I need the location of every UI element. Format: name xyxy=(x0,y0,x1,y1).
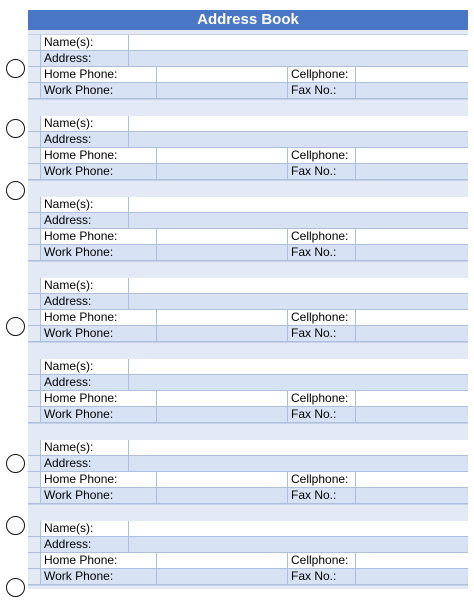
address-label: Address: xyxy=(44,375,92,389)
entry-gap xyxy=(28,342,468,359)
row-stub xyxy=(28,488,41,503)
address-row xyxy=(28,537,468,553)
row-stub xyxy=(28,375,41,390)
fax-label: Fax No.: xyxy=(291,245,337,259)
home-phone-field[interactable] xyxy=(157,472,287,487)
fax-field[interactable] xyxy=(356,488,468,503)
work-phone-row xyxy=(28,326,468,342)
row-stub xyxy=(28,440,41,455)
names-row xyxy=(28,116,468,132)
work-phone-label: Work Phone: xyxy=(44,569,114,583)
cellphone-label: Cellphone: xyxy=(291,553,349,567)
binder-hole xyxy=(6,454,25,473)
fax-field[interactable] xyxy=(356,569,468,584)
binder-hole xyxy=(6,516,25,535)
names-field[interactable] xyxy=(129,197,468,212)
work-phone-row xyxy=(28,164,468,180)
work-phone-row xyxy=(28,488,468,504)
row-stub xyxy=(28,569,41,584)
work-phone-field[interactable] xyxy=(157,407,287,422)
names-label: Name(s): xyxy=(44,197,94,211)
address-field[interactable] xyxy=(129,537,468,552)
address-label: Address: xyxy=(44,51,92,65)
binder-hole xyxy=(6,59,25,78)
home-phone-field[interactable] xyxy=(157,310,287,325)
work-phone-field[interactable] xyxy=(157,326,287,341)
work-phone-label: Work Phone: xyxy=(44,83,114,97)
address-label: Address: xyxy=(44,132,92,146)
entry-gap xyxy=(28,423,468,440)
home-phone-label: Home Phone: xyxy=(44,391,118,405)
names-label: Name(s): xyxy=(44,278,94,292)
row-stub xyxy=(28,51,41,66)
home-phone-field[interactable] xyxy=(157,553,287,568)
contact-entry xyxy=(28,116,468,197)
cellphone-field[interactable] xyxy=(356,229,468,244)
home-phone-row xyxy=(28,391,468,407)
address-field[interactable] xyxy=(129,132,468,147)
cellphone-label: Cellphone: xyxy=(291,67,349,81)
row-stub xyxy=(28,278,41,293)
names-field[interactable] xyxy=(129,440,468,455)
fax-label: Fax No.: xyxy=(291,164,337,178)
home-phone-label: Home Phone: xyxy=(44,229,118,243)
names-label: Name(s): xyxy=(44,521,94,535)
names-row xyxy=(28,35,468,51)
binder-hole xyxy=(6,317,25,336)
cellphone-field[interactable] xyxy=(356,472,468,487)
address-row xyxy=(28,375,468,391)
fax-field[interactable] xyxy=(356,164,468,179)
address-label: Address: xyxy=(44,537,92,551)
cellphone-field[interactable] xyxy=(356,391,468,406)
home-phone-field[interactable] xyxy=(157,148,287,163)
fax-field[interactable] xyxy=(356,83,468,98)
work-phone-label: Work Phone: xyxy=(44,407,114,421)
names-row xyxy=(28,359,468,375)
address-row xyxy=(28,51,468,67)
work-phone-field[interactable] xyxy=(157,569,287,584)
contact-entry xyxy=(28,35,468,116)
work-phone-row xyxy=(28,245,468,261)
home-phone-label: Home Phone: xyxy=(44,553,118,567)
address-field[interactable] xyxy=(129,456,468,471)
entry-gap xyxy=(28,585,468,589)
binder-hole xyxy=(6,181,25,200)
home-phone-field[interactable] xyxy=(157,67,287,82)
cellphone-label: Cellphone: xyxy=(291,472,349,486)
names-label: Name(s): xyxy=(44,116,94,130)
cellphone-field[interactable] xyxy=(356,553,468,568)
address-label: Address: xyxy=(44,213,92,227)
row-stub xyxy=(28,197,41,212)
work-phone-label: Work Phone: xyxy=(44,326,114,340)
home-phone-row xyxy=(28,472,468,488)
cellphone-label: Cellphone: xyxy=(291,229,349,243)
work-phone-field[interactable] xyxy=(157,164,287,179)
address-field[interactable] xyxy=(129,375,468,390)
address-book-sheet xyxy=(28,10,468,589)
names-row xyxy=(28,521,468,537)
fax-label: Fax No.: xyxy=(291,407,337,421)
names-label: Name(s): xyxy=(44,440,94,454)
fax-field[interactable] xyxy=(356,326,468,341)
cellphone-label: Cellphone: xyxy=(291,391,349,405)
page-title: Address Book xyxy=(28,10,468,30)
row-stub xyxy=(28,391,41,406)
work-phone-row xyxy=(28,407,468,423)
row-stub xyxy=(28,164,41,179)
contact-entry xyxy=(28,197,468,278)
address-row xyxy=(28,456,468,472)
row-stub xyxy=(28,472,41,487)
contact-entry xyxy=(28,359,468,440)
names-field[interactable] xyxy=(129,359,468,374)
home-phone-row xyxy=(28,553,468,569)
home-phone-row xyxy=(28,310,468,326)
work-phone-label: Work Phone: xyxy=(44,245,114,259)
binder-hole xyxy=(6,578,25,597)
row-stub xyxy=(28,521,41,536)
address-label: Address: xyxy=(44,456,92,470)
row-stub xyxy=(28,116,41,131)
names-field[interactable] xyxy=(129,116,468,131)
fax-label: Fax No.: xyxy=(291,83,337,97)
work-phone-row xyxy=(28,569,468,585)
names-row xyxy=(28,197,468,213)
home-phone-label: Home Phone: xyxy=(44,67,118,81)
fax-label: Fax No.: xyxy=(291,326,337,340)
names-field[interactable] xyxy=(129,35,468,50)
row-stub xyxy=(28,83,41,98)
entry-gap xyxy=(28,261,468,278)
names-row xyxy=(28,440,468,456)
cellphone-field[interactable] xyxy=(356,310,468,325)
names-label: Name(s): xyxy=(44,359,94,373)
row-stub xyxy=(28,35,41,50)
fax-field[interactable] xyxy=(356,407,468,422)
fax-field[interactable] xyxy=(356,245,468,260)
address-field[interactable] xyxy=(129,294,468,309)
cellphone-label: Cellphone: xyxy=(291,148,349,162)
row-stub xyxy=(28,148,41,163)
row-stub xyxy=(28,67,41,82)
home-phone-row xyxy=(28,148,468,164)
contact-entry xyxy=(28,521,468,589)
names-field[interactable] xyxy=(129,521,468,536)
row-stub xyxy=(28,456,41,471)
row-stub xyxy=(28,294,41,309)
row-stub xyxy=(28,229,41,244)
address-field[interactable] xyxy=(129,51,468,66)
entry-gap xyxy=(28,504,468,521)
home-phone-row xyxy=(28,229,468,245)
cellphone-field[interactable] xyxy=(356,67,468,82)
names-row xyxy=(28,278,468,294)
row-stub xyxy=(28,132,41,147)
home-phone-field[interactable] xyxy=(157,229,287,244)
address-row xyxy=(28,213,468,229)
address-label: Address: xyxy=(44,294,92,308)
cellphone-field[interactable] xyxy=(356,148,468,163)
row-stub xyxy=(28,359,41,374)
binder-hole xyxy=(6,119,25,138)
address-field[interactable] xyxy=(129,213,468,228)
home-phone-field[interactable] xyxy=(157,391,287,406)
home-phone-label: Home Phone: xyxy=(44,472,118,486)
row-stub xyxy=(28,537,41,552)
cellphone-label: Cellphone: xyxy=(291,310,349,324)
work-phone-field[interactable] xyxy=(157,83,287,98)
contact-entry xyxy=(28,440,468,521)
row-stub xyxy=(28,326,41,341)
work-phone-field[interactable] xyxy=(157,488,287,503)
names-field[interactable] xyxy=(129,278,468,293)
home-phone-row xyxy=(28,67,468,83)
work-phone-field[interactable] xyxy=(157,245,287,260)
address-row xyxy=(28,132,468,148)
row-stub xyxy=(28,553,41,568)
row-stub xyxy=(28,245,41,260)
contact-entry xyxy=(28,278,468,359)
work-phone-label: Work Phone: xyxy=(44,164,114,178)
home-phone-label: Home Phone: xyxy=(44,310,118,324)
fax-label: Fax No.: xyxy=(291,569,337,583)
row-stub xyxy=(28,213,41,228)
entry-gap xyxy=(28,99,468,116)
names-label: Name(s): xyxy=(44,35,94,49)
work-phone-row xyxy=(28,83,468,99)
fax-label: Fax No.: xyxy=(291,488,337,502)
work-phone-label: Work Phone: xyxy=(44,488,114,502)
row-stub xyxy=(28,407,41,422)
entry-list xyxy=(28,35,468,589)
home-phone-label: Home Phone: xyxy=(44,148,118,162)
row-stub xyxy=(28,310,41,325)
entry-gap xyxy=(28,180,468,197)
address-row xyxy=(28,294,468,310)
